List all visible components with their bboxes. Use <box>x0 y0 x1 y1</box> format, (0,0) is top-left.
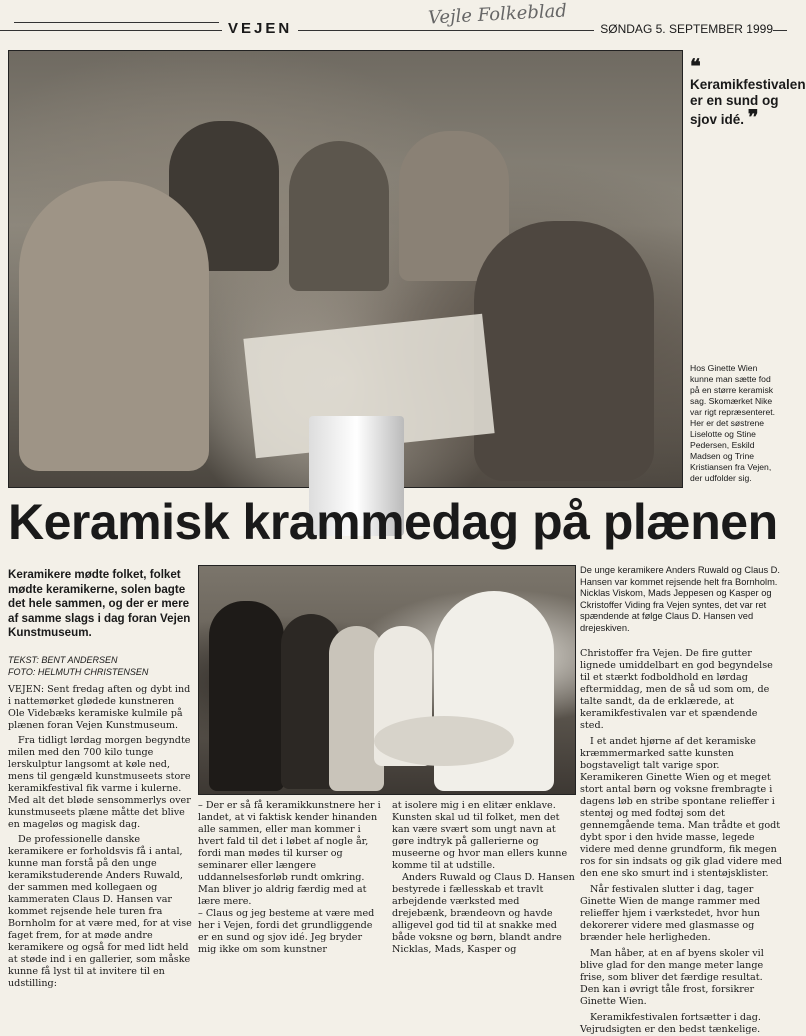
paragraph: Man håber, at en af byens skoler vil blive glad for den mange meter lange frise, som bliver det færdige resultat. Den kan i øvrigt tåle frost, forsikrer Ginette Wien. <box>580 948 764 1007</box>
paragraph: at isolere mig i en elitær enklave. Kunsten skal ud til folket, men det kan være svært som ungt navn at gøre indtryk på gallerierne og museerne og hvor man ellers kunne komme til at udstille. <box>392 800 568 871</box>
handwritten-source-stamp: Vejle Folkeblad <box>427 0 568 29</box>
photo-credit: FOTO: HELMUTH CHRISTENSEN <box>8 667 149 677</box>
article-column-2 <box>198 800 383 956</box>
byline <box>8 654 193 678</box>
text-credit: TEKST: BENT ANDERSEN <box>8 655 118 665</box>
header-rule-left <box>14 22 219 23</box>
article-column-3 <box>392 800 577 956</box>
photo-figure <box>19 181 209 471</box>
secondary-photo <box>198 565 576 795</box>
issue-date: SØNDAG 5. SEPTEMBER 1999 <box>594 22 773 36</box>
pull-quote <box>690 54 806 129</box>
article-column-right <box>580 565 783 1036</box>
paragraph: Christoffer fra Vejen. De fire gutter lignede umiddelbart en god begyndelse til et stærkt fodboldhold en lørdag eftermiddag, men de så ud som om, de talte sandt, da de erklærede, at keramikfestivalen var et spændende sted. <box>580 648 773 731</box>
photo-figure <box>289 141 389 291</box>
main-photo-caption: Hos Ginette Wien kunne man sætte fod på en større keramisk sag. Skomærket Nike var rigt repræsenteret. Her er det søstrene Liselotte og Stine Pedersen, Eskild Madsen og Trine Kristiansen fra Vejen, der udfolder sig. <box>690 363 776 483</box>
quote-text: Keramikfestivalen er en sund og sjov idé. <box>690 77 806 127</box>
main-photo <box>8 50 683 488</box>
quote-close-mark: ❞ <box>747 105 759 129</box>
section-name: VEJEN <box>222 20 298 37</box>
right-column-body <box>580 648 783 1036</box>
quote-open-mark: ❝ <box>690 54 701 78</box>
headline: Keramisk krammedag på plænen <box>8 494 778 550</box>
lede: Keramikere mødte folket, folket mødte keramikerne, solen bagte det hele sammen, og der er mere af samme slags i dag foran Vejen Kunstmuseum. <box>8 568 191 639</box>
paragraph: Keramikfestivalen fortsætter i dag. Vejrudsigten er den bedst tænkelige. <box>580 1012 761 1035</box>
paragraph: – Claus og jeg besteme at være med her i Vejen, fordi det grundliggende er en sund og sjov idé. Jeg bryder mig ikke om som kunstner <box>198 908 375 955</box>
paragraph: Fra tidligt lørdag morgen begyndte milen med den 700 kilo tunge lerskulptur langsomt at køle ned, mens til gengæld kunstmuseets store keramikfestival fik varme i kulerne. Med alt det bløde sensommerlys over kunstmuseets plæne måtte det blive en mageløs og magisk dag. <box>8 735 191 830</box>
paragraph: – Der er så få keramikkunstnere her i landet, at vi faktisk kender hinanden alle sammen, eller man kommer i hvert fald til det i løbet af nogle år, fordi man mødes til kurser og seminarer eller længere uddannelsesforløb rundt omkring. Man bliver jo aldrig færdig med at lære mere. <box>198 800 381 907</box>
paragraph: I et andet hjørne af det keramiske kræmmermarked satte kunsten bogstaveligt talt varige spor. Keramikeren Ginette Wien og et meget stort antal børn og voksne frembragte i dagens løb en stribe spontane relieffer i stentøj og med fodtøj som det gennemgående tema. Man trådte et godt dybt spor i den hvide masse, legede videre med denne grundform, fik megen ros for sin indsats og gik glad videre med den ene sko smurt ind i stentøjsklister. <box>580 736 783 879</box>
article-column-1 <box>8 684 193 990</box>
photo-figure <box>209 601 284 791</box>
photo-figure <box>474 221 654 481</box>
paragraph: De professionelle danske keramikere er forholdsvis få i antal, kunne man forstå på den unge keramikstuderende Anders Ruwald, der sammen med kollegaen og kammeraten Claus D. Hansen var kommet rejsende hele turen fra Bornholm for at være med, for at vise faget frem, for at møde andre keramikere og også for med lidt held at støde ind i en gallerier, som måske kunne få lyst til at invitere til en udstilling: <box>8 834 192 989</box>
paragraph: Når festivalen slutter i dag, tager Ginette Wien de mange rammer med relieffer hjem i værkstedet, hvor hun dekorerer videre med glasmasse og brænder hele herligheden. <box>580 884 761 943</box>
paragraph: Anders Ruwald og Claus D. Hansen bestyrede i fællesskab et travlt arbejdende værksted med drejebænk, brændeovn og havde alligevel god tid til at snakke med både voksne og børn, blandt andre Nicklas, Mads, Kasper og <box>392 872 575 955</box>
paragraph: VEJEN: Sent fredag aften og dybt ind i nattemørket glødede kunstneren Ole Videbæks keramiske kulmile på plænen foran Vejen Kunstmuseum. <box>8 684 191 731</box>
photo-pottery-wheel <box>374 716 514 766</box>
secondary-photo-caption: De unge keramikere Anders Ruwald og Claus D. Hansen var kommet rejsende helt fra Bornholm. Nicklas Viskom, Mads Jeppesen og Kasper og Ckristoffer Viding fra Vejen syntes, det var ret spændende at følge Claus D. Hansen ved drejeskiven. <box>580 565 780 633</box>
